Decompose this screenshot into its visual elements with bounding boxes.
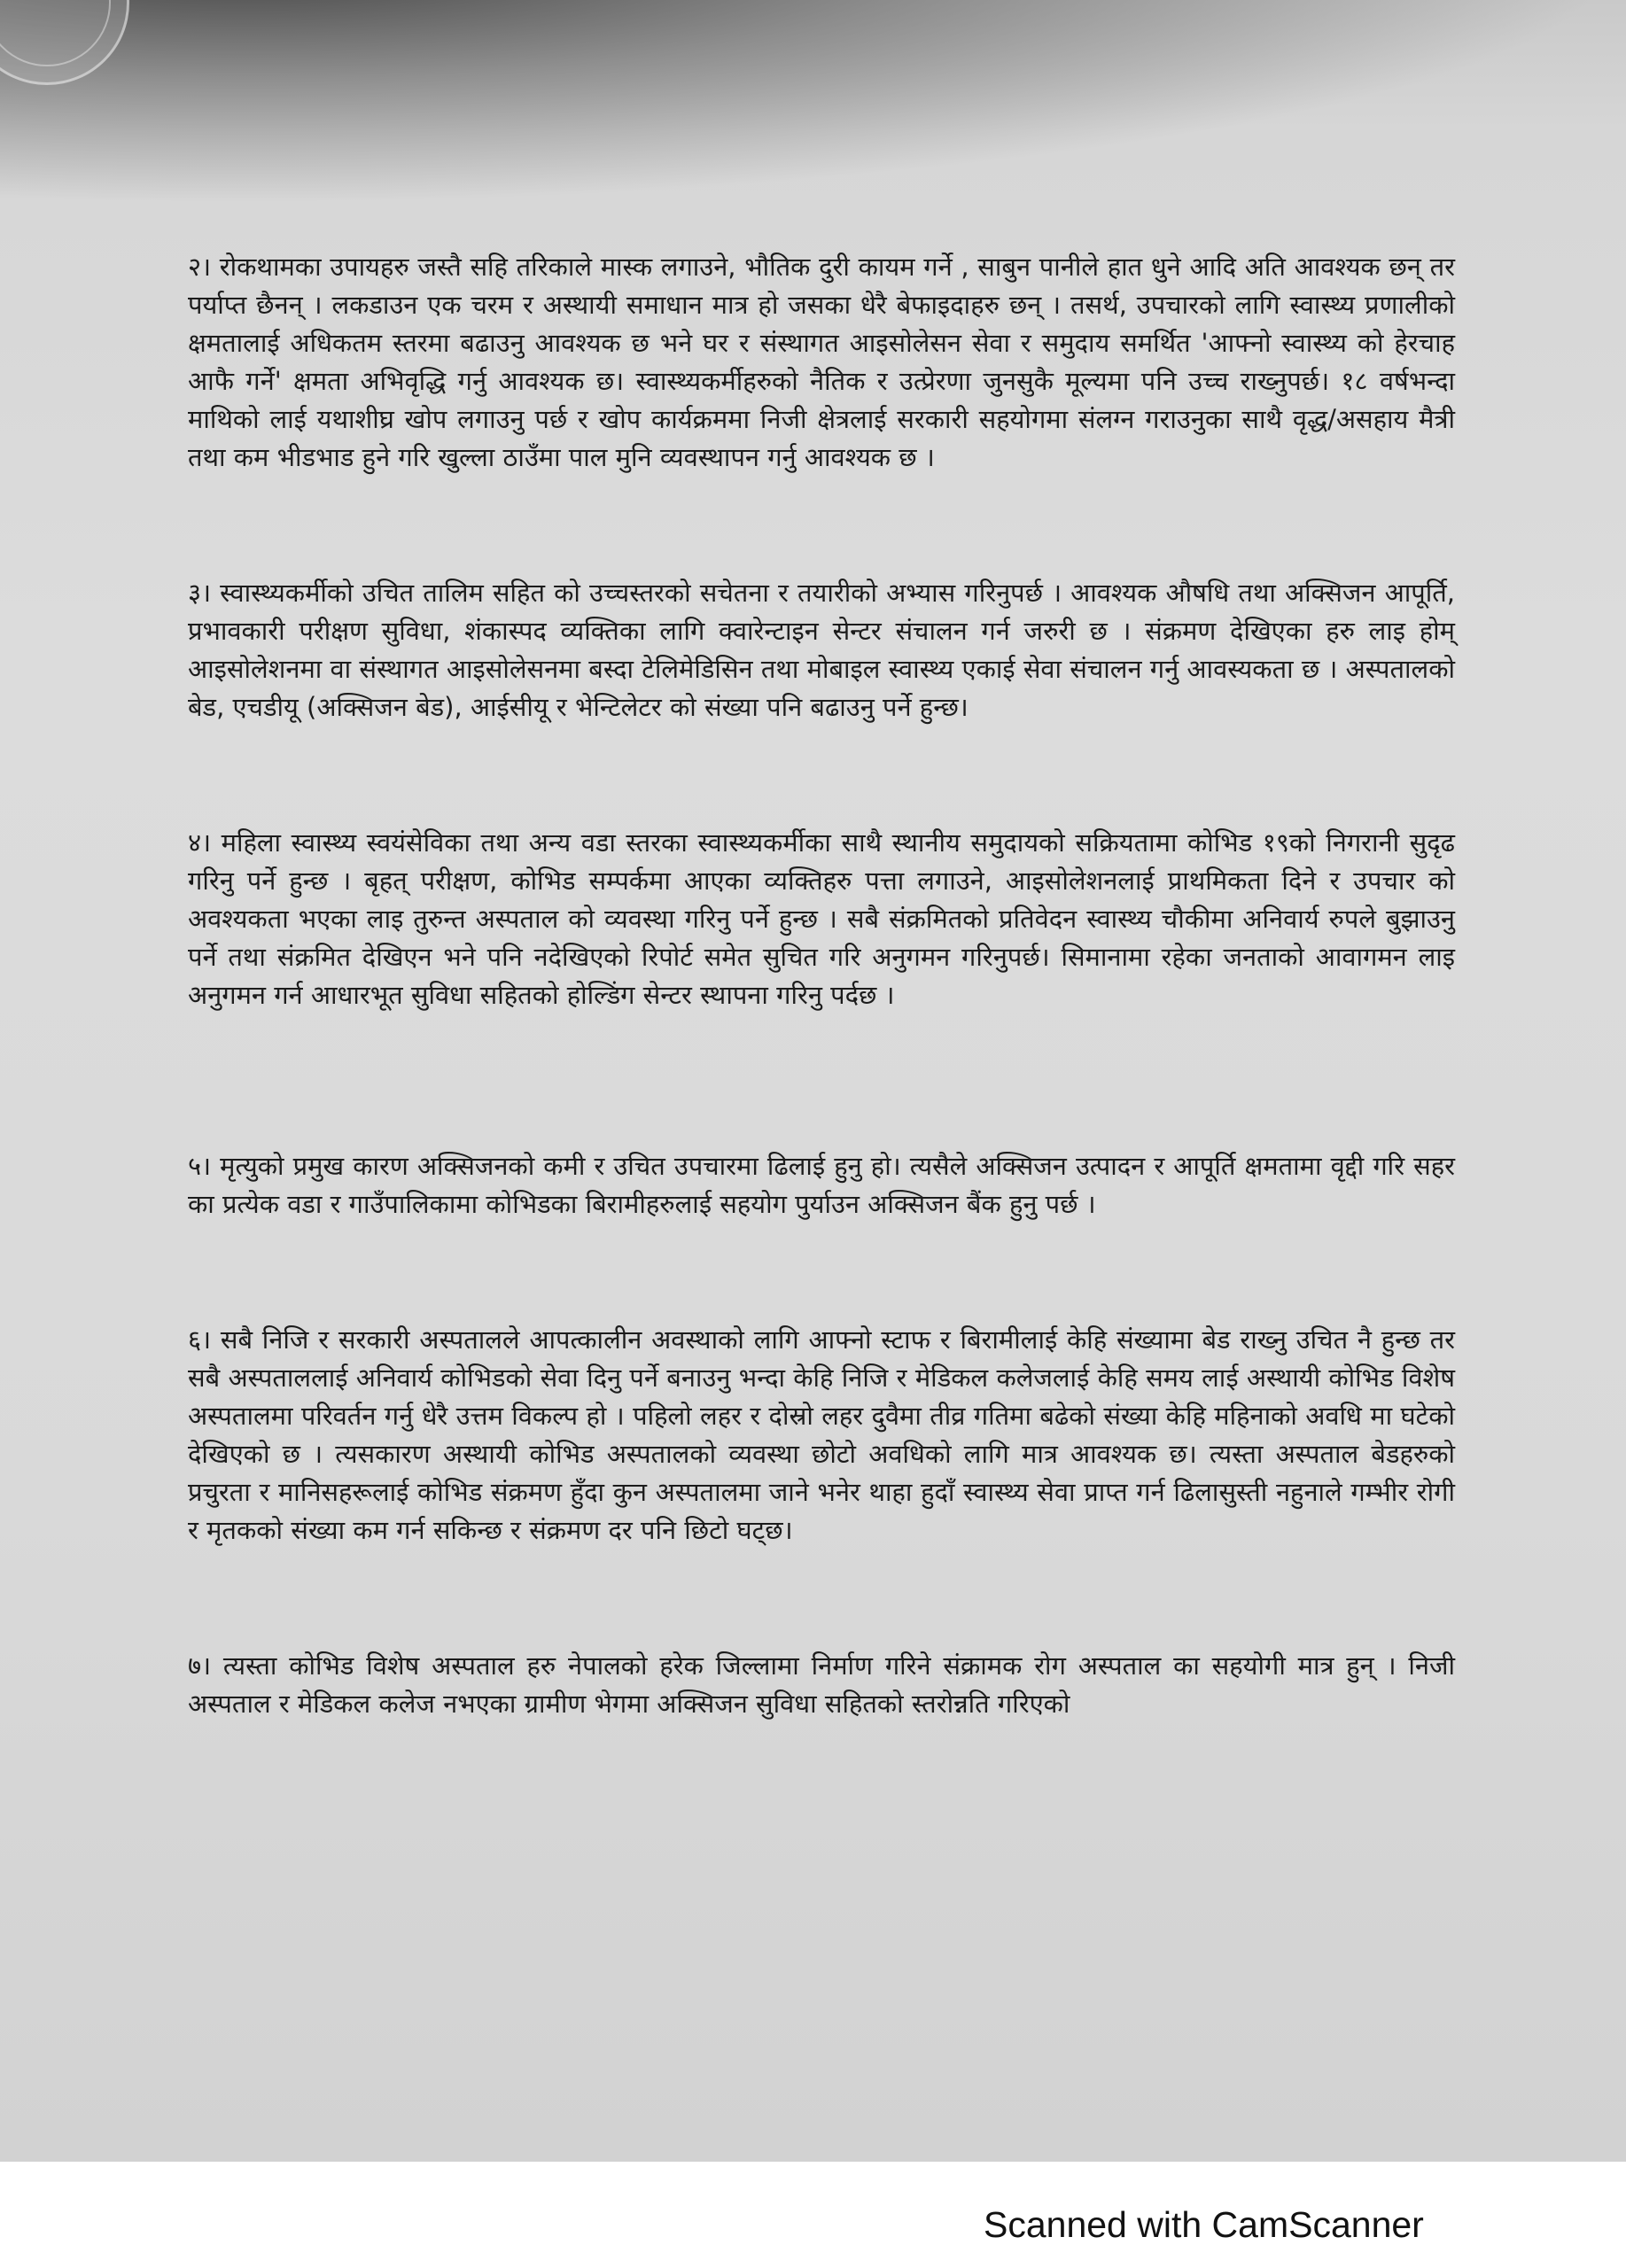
document-body — [188, 248, 1455, 1723]
paragraph-3: ३। स्वास्थ्यकर्मीको उचित तालिम सहित को उच्चस्तरको सचेतना र तयारीको अभ्यास गरिनुपर्छ । आवश्यक औषधि तथा अक्सिजन आपूर्ति, प्रभावकारी परीक्षण सुविधा, शंकास्पद व्यक्तिका लागि क्वारेन्टाइन सेन्टर संचालन गर्न जरुरी छ । संक्रमण देखिएका हरु लाइ होम् आइसोलेशनमा वा संस्थागत आइसोलेसनमा बस्दा टेलिमेडिसिन तथा मोबाइल स्वास्थ्य एकाई सेवा संचालन गर्नु आवस्यकता छ । अस्पतालको बेड, एचडीयू (अक्सिजन बेड), आईसीयू र भेन्टिलेटर को संख्या पनि बढाउनु पर्ने हुन्छ। — [188, 578, 1455, 722]
paragraph-2: २। रोकथामका उपायहरु जस्तै सहि तरिकाले मास्क लगाउने, भौतिक दुरी कायम गर्ने , साबुन पानीले हात धुने आदि अति आवश्यक छन् तर पर्याप्त छैनन् । लकडाउन एक चरम र अस्थायी समाधान मात्र हो जसका धेरै बेफाइदाहरु छन् । तसर्थ, उपचारको लागि स्वास्थ्य प्रणालीको क्षमतालाई अधिकतम स्तरमा बढाउनु आवश्यक छ भने घर र संस्थागत आइसोलेसन सेवा र समुदाय समर्थित 'आफ्नो स्वास्थ्य को हेरचाह आफै गर्ने' क्षमता अभिवृद्धि गर्नु आवश्यक छ। स्वास्थ्यकर्मीहरुको नैतिक र उत्प्रेरणा जुनसुकै मूल्यमा पनि उच्च राख्नुपर्छ। १८ वर्षभन्दा माथिको लाई यथाशीघ्र खोप लगाउनु पर्छ र खोप कार्यक्रममा निजी क्षेत्रलाई सरकारी सहयोगमा संलग्न गराउनुका साथै वृद्ध/असहाय मैत्री तथा कम भीडभाड हुने गरि खुल्ला ठाउँमा पाल मुनि व्यवस्थापन गर्नु आवश्यक छ । — [188, 252, 1455, 472]
paragraph-4: ४। महिला स्वास्थ्य स्वयंसेविका तथा अन्य वडा स्तरका स्वास्थ्यकर्मीका साथै स्थानीय समुदायको सक्रियतामा कोभिड १९को निगरानी सुदृढ गरिनु पर्ने हुन्छ । बृहत् परीक्षण, कोभिड सम्पर्कमा आएका व्यक्तिहरु पत्ता लगाउने, आइसोलेशनलाई प्राथमिकता दिने र उपचार को अवश्यकता भएका लाइ तुरुन्त अस्पताल को व्यवस्था गरिनु पर्ने हुन्छ । सबै संक्रमितको प्रतिवेदन स्वास्थ्य चौकीमा अनिवार्य रुपले बुझाउनु पर्ने तथा संक्रमित देखिएन भने पनि नदेखिएको रिपोर्ट समेत सुचित गरि अनुगमन गरिनुपर्छ। सिमानामा रहेका जनताको आवागमन लाइ अनुगमन गर्न आधारभूत सुविधा सहितको होल्डिंग सेन्टर स्थापना गरिनु पर्दछ । — [188, 827, 1455, 1010]
seal-inner-ring — [0, 0, 111, 66]
paragraph-7: ७। त्यस्ता कोभिड विशेष अस्पताल हरु नेपालको हरेक जिल्लामा निर्माण गरिने संक्रामक रोग अस्पताल का सहयोगी मात्र हुन् । निजी अस्पताल र मेडिकल कलेज नभएका ग्रामीण भेगमा अक्सिजन सुविधा सहितको स्तरोन्नति गरिएको — [188, 1651, 1455, 1719]
camscanner-watermark: Scanned with CamScanner — [984, 2204, 1424, 2245]
paragraph-6: ६। सबै निजि र सरकारी अस्पतालले आपत्कालीन अवस्थाको लागि आफ्नो स्टाफ र बिरामीलाई केहि संख्यामा बेड राख्नु उचित नै हुन्छ तर सबै अस्पताललाई अनिवार्य कोभिडको सेवा दिनु पर्ने बनाउनु भन्दा केहि निजि र मेडिकल कलेजलाई केहि समय लाई अस्थायी कोभिड विशेष अस्पतालमा परिवर्तन गर्नु धेरै उत्तम विकल्प हो । पहिलो लहर र दोस्रो लहर दुवैमा तीव्र गतिमा बढेको संख्या केहि महिनाको अवधि मा घटेको देखिएको छ । त्यसकारण अस्थायी कोभिड अस्पतालको व्यवस्था छोटो अवधिको लागि मात्र आवश्यक छ। त्यस्ता अस्पताल बेडहरुको प्रचुरता र मानिसहरूलाई कोभिड संक्रमण हुँदा कुन अस्पतालमा जाने भनेर थाहा हुदाँ स्वास्थ्य सेवा प्राप्त गर्न ढिलासुस्ती नहुनाले गम्भीर रोगी र मृतकको संख्या कम गर्न सकिन्छ र संक्रमण दर पनि छिटो घट्छ। — [188, 1324, 1455, 1545]
paragraph-5: ५। मृत्युको प्रमुख कारण अक्सिजनको कमी र उचित उपचारमा ढिलाई हुनु हो। त्यसैले अक्सिजन उत्पादन र आपूर्ति क्षमतामा वृद्दी गरि सहर का प्रत्येक वडा र गाउँपालिकामा कोभिडका बिरामीहरुलाई सहयोग पुर्याउन अक्सिजन बैंक हुनु पर्छ । — [188, 1151, 1455, 1219]
scan-shadow — [0, 0, 1626, 204]
